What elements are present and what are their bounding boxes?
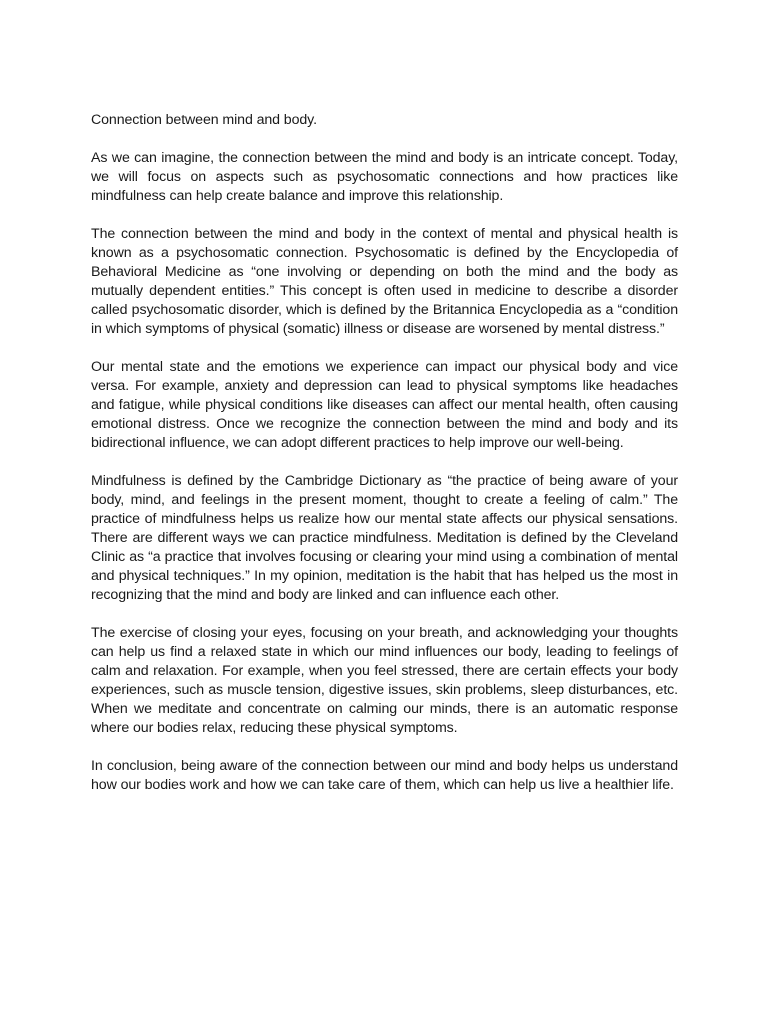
paragraph-mindfulness: Mindfulness is defined by the Cambridge Dictionary as “the practice of being aware of your body, mind, and feelings in the present moment, thought to create a feeling of calm.” The practice of mindfulness helps us realize how our mental state affects our physical sensations. There are different ways we can practice mindfulness. Meditation is defined by the Cleveland Clinic as “a practice that involves focusing or clearing your mind using a combination of mental and physical techniques.” In my opinion, meditation is the habit that has helped us the most in recognizing that the mind and body are linked and can influence each other. <box>91 473 678 603</box>
document-title: Connection between mind and body. <box>91 112 317 128</box>
paragraph-exercise: The exercise of closing your eyes, focusing on your breath, and acknowledging your thoughts can help us find a relaxed state in which our mind influences our body, leading to feelings of calm and relaxation. For example, when you feel stressed, there are certain effects your body experiences, such as muscle tension, digestive issues, skin problems, sleep disturbances, etc. When we meditate and concentrate on calming our minds, there is an automatic response where our bodies relax, reducing these physical symptoms. <box>91 625 678 736</box>
paragraph-conclusion: In conclusion, being aware of the connection between our mind and body helps us understand how our bodies work and how we can take care of them, which can help us live a healthier life. <box>91 758 678 793</box>
paragraph-psychosomatic: The connection between the mind and body in the context of mental and physical health is known as a psychosomatic connection. Psychosomatic is defined by the Encyclopedia of Behavioral Medicine as “one involving or depending on both the mind and the body as mutually dependent entities.” This concept is often used in medicine to describe a disorder called psychosomatic disorder, which is defined by the Britannica Encyclopedia as a “condition in which symptoms of physical (somatic) illness or disease are worsened by mental distress.” <box>91 226 678 337</box>
paragraph-intro: As we can imagine, the connection between the mind and body is an intricate concept. Today, we will focus on aspects such as psychosomatic connections and how practices like mindfulness can help create balance and improve this relationship. <box>91 150 678 204</box>
paragraph-mental-state: Our mental state and the emotions we experience can impact our physical body and vice versa. For example, anxiety and depression can lead to physical symptoms like headaches and fatigue, while physical conditions like diseases can affect our mental health, often causing emotional distress. Once we recognize the connection between the mind and body and its bidirectional influence, we can adopt different practices to help improve our well-being. <box>91 359 678 451</box>
document-body <box>91 111 678 814</box>
